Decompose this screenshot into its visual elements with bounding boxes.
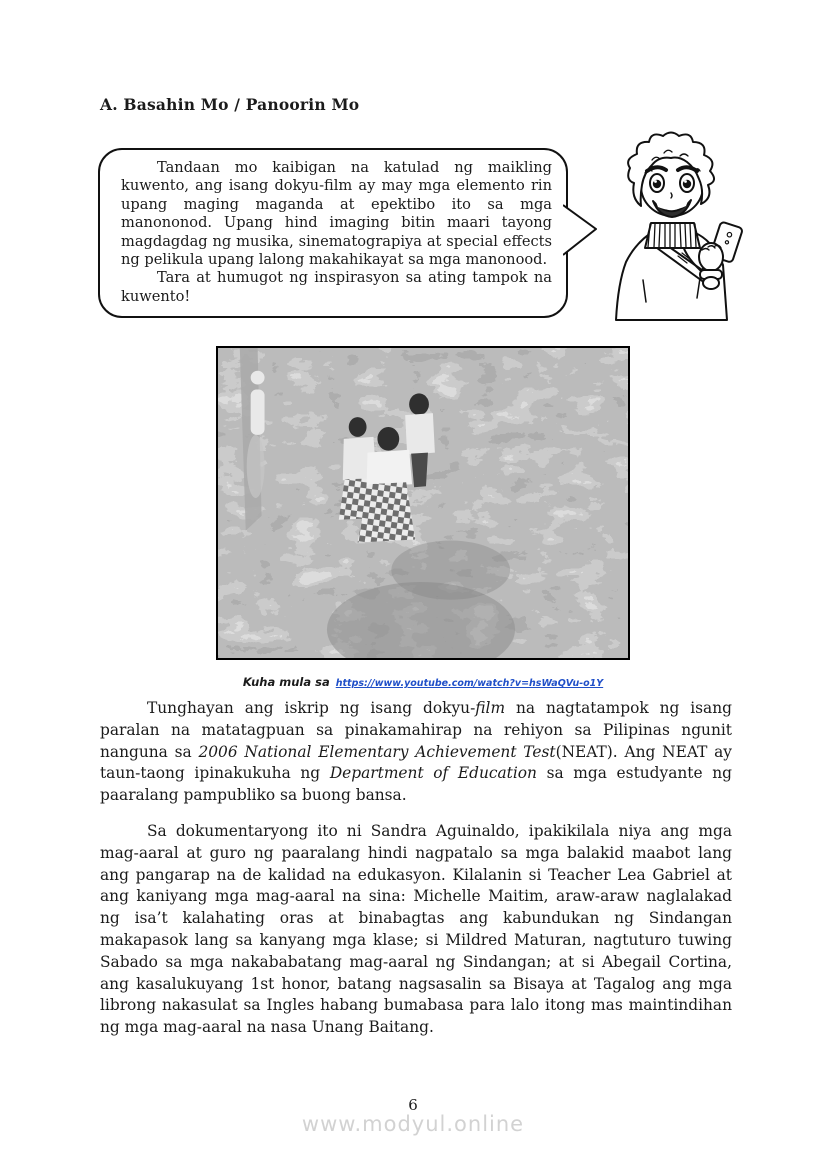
site-watermark: www.modyul.online bbox=[301, 1112, 525, 1136]
speech-bubble-paragraph: Tandaan mo kaibigan na katulad ng maikling kuwento, ang isang dokyu-film ay may mga elemento rin upang maging maganda at epektibo ito sa mga manononod. Upang hind imaging bitin maari tayong magdagdag ng musika, sinematograpiya at special effects ng pelikula upang lalong makahikayat sa mga manonood. bbox=[121, 159, 552, 269]
boy-mascot-holding-phone-icon bbox=[596, 130, 746, 322]
section-heading: A. Basahin Mo / Panoorin Mo bbox=[100, 95, 360, 114]
youtube-link[interactable]: https://www.youtube.com/watch?v=hsWaQVu-o1Y bbox=[335, 678, 604, 689]
speech-bubble bbox=[98, 148, 568, 318]
speech-bubble-tail-icon bbox=[563, 202, 597, 258]
caption-text: Kuha mula sa bbox=[242, 675, 330, 689]
i-watermark bbox=[251, 371, 265, 435]
speech-bubble-paragraph: Tara at humugot ng inspirasyon sa ating tampok na kuwento! bbox=[121, 269, 552, 305]
video-still-image bbox=[216, 346, 630, 660]
body-paragraph: Sa dokumentaryong ito ni Sandra Aguinaldo, ipakikilala niya ang mga mag-aaral at guro ng paaralang hindi nagpatalo sa mga balakid maabot lang ang pangarap na de kalidad na edukasyon. Kilalanin si Teacher Lea Gabriel at ang kaniyang mga mag-aaral na sina: Michelle Maitim, araw-araw naglalakad ng isa’t kalahating oras at binabagtas ang kabundukan ng Sindangan makapasok lang sa kanyang mga klase; si Mildred Maturan, nagtuturo tuwing Sabado sa mga nakababatang mag-aaral ng Sindangan; at si Abegail Cortina, ang kasalukuyang 1st honor, batang nagsasalin sa Bisaya at Tagalog ang mga librong nakasulat sa Ingles habang bumabasa para lalo itong mas maintindihan ng mga mag-aaral na nasa Unang Baitang. bbox=[100, 821, 732, 1037]
body-text bbox=[100, 698, 732, 1053]
page-number: 6 bbox=[408, 1096, 418, 1114]
photo-caption bbox=[166, 671, 680, 690]
body-paragraph: Tunghayan ang iskrip ng isang dokyu-film na nagtatampok ng isang paralan na matatagpuan sa pinakamahirap na rehiyon sa Pilipinas ngunit nanguna sa 2006 National Elementary Achievement Test(NEAT). Ang NEAT ay taun-taong ipinakukuha ng Department of Education sa mga estudyante ng paaralang pampubliko sa buong bansa. bbox=[100, 699, 732, 805]
